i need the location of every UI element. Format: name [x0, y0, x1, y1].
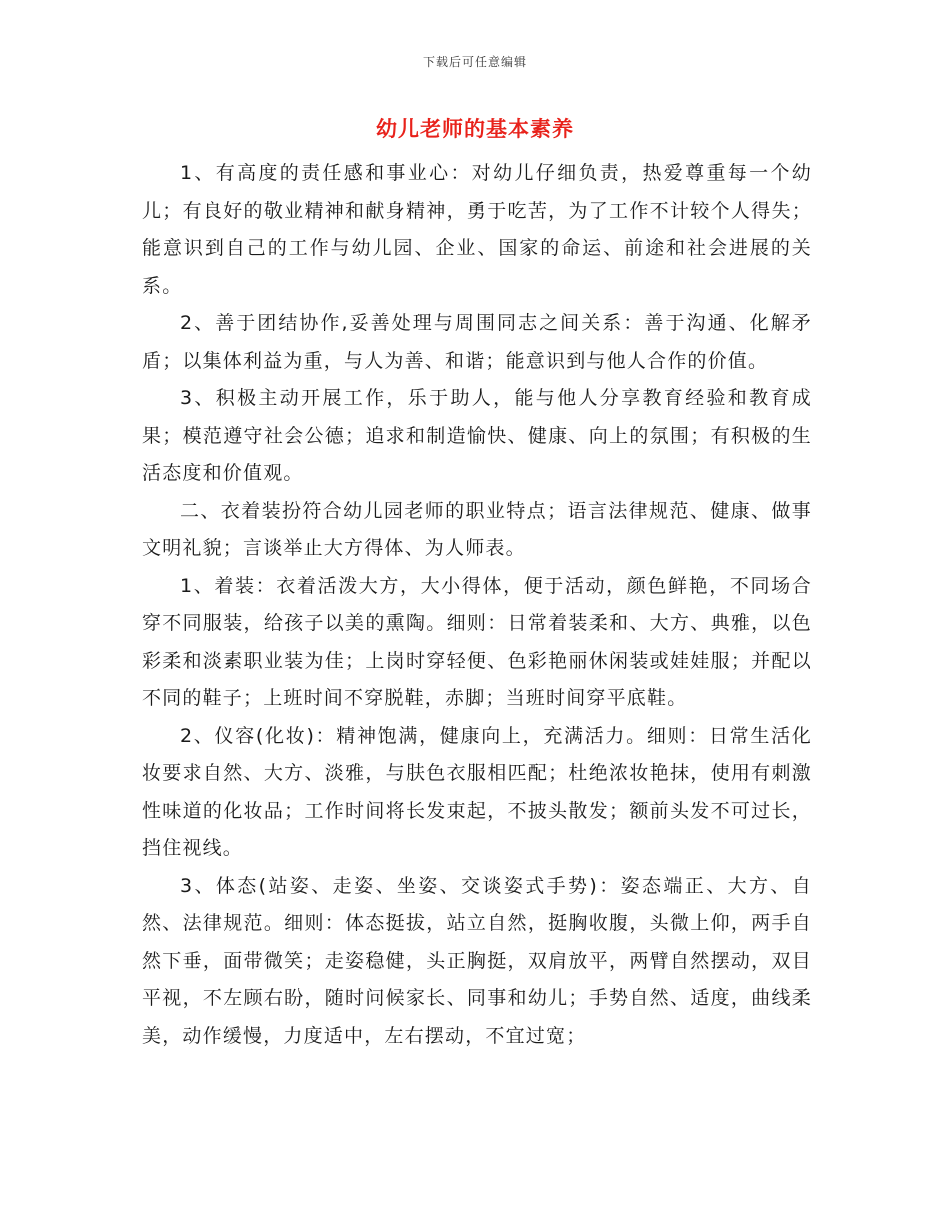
paragraph-dress: 1、着装：衣着活泼大方，大小得体，便于活动，颜色鲜艳，不同场合穿不同服装，给孩子以美的熏陶。细则：日常着装柔和、大方、典雅，以色彩柔和淡素职业装为佳；上岗时穿轻便、色彩艳丽休闲装或娃娃服；并配以不同的鞋子；上班时间不穿脱鞋，赤脚；当班时间穿平底鞋。 [142, 574, 812, 709]
paragraph-makeup: 2、仪容(化妆)：精神饱满，健康向上，充满活力。细则：日常生活化妆要求自然、大方、淡雅，与肤色衣服相匹配；杜绝浓妆艳抹，使用有刺激性味道的化妆品；工作时间将长发束起，不披头散发；额前头发不可过长，挡住视线。 [142, 724, 812, 859]
paragraph-responsibility: 1、有高度的责任感和事业心：对幼儿仔细负责，热爱尊重每一个幼儿；有良好的敬业精神和献身精神，勇于吃苦，为了工作不计较个人得失；能意识到自己的工作与幼儿园、企业、国家的命运、前途和社会进展的关系。 [142, 162, 812, 297]
paragraph-appearance: 二、衣着装扮符合幼儿园老师的职业特点；语言法律规范、健康、做事文明礼貌；言谈举止大方得体、为人师表。 [142, 499, 812, 559]
paragraph-teamwork: 2、善于团结协作,妥善处理与周围同志之间关系：善于沟通、化解矛盾；以集体利益为重，与人为善、和谐；能意识到与他人合作的价值。 [142, 312, 812, 372]
document-body [142, 155, 812, 1055]
paragraph-initiative: 3、积极主动开展工作，乐于助人，能与他人分享教育经验和教育成果；模范遵守社会公德；追求和制造愉快、健康、向上的氛围；有积极的生活态度和价值观。 [142, 387, 812, 484]
paragraph-posture: 3、体态(站姿、走姿、坐姿、交谈姿式手势)：姿态端正、大方、自然、法律规范。细则：体态挺拔，站立自然，挺胸收腹，头微上仰，两手自然下垂，面带微笑；走姿稳健，头正胸挺，双肩放平，两臂自然摆动，双目平视，不左顾右盼，随时问候家长、同事和幼儿；手势自然、适度，曲线柔美，动作缓慢，力度适中，左右摆动，不宜过宽； [142, 874, 812, 1047]
page-header-note: 下载后可任意编辑 [422, 55, 527, 69]
document-title: 幼儿老师的基本素养 [376, 117, 574, 141]
